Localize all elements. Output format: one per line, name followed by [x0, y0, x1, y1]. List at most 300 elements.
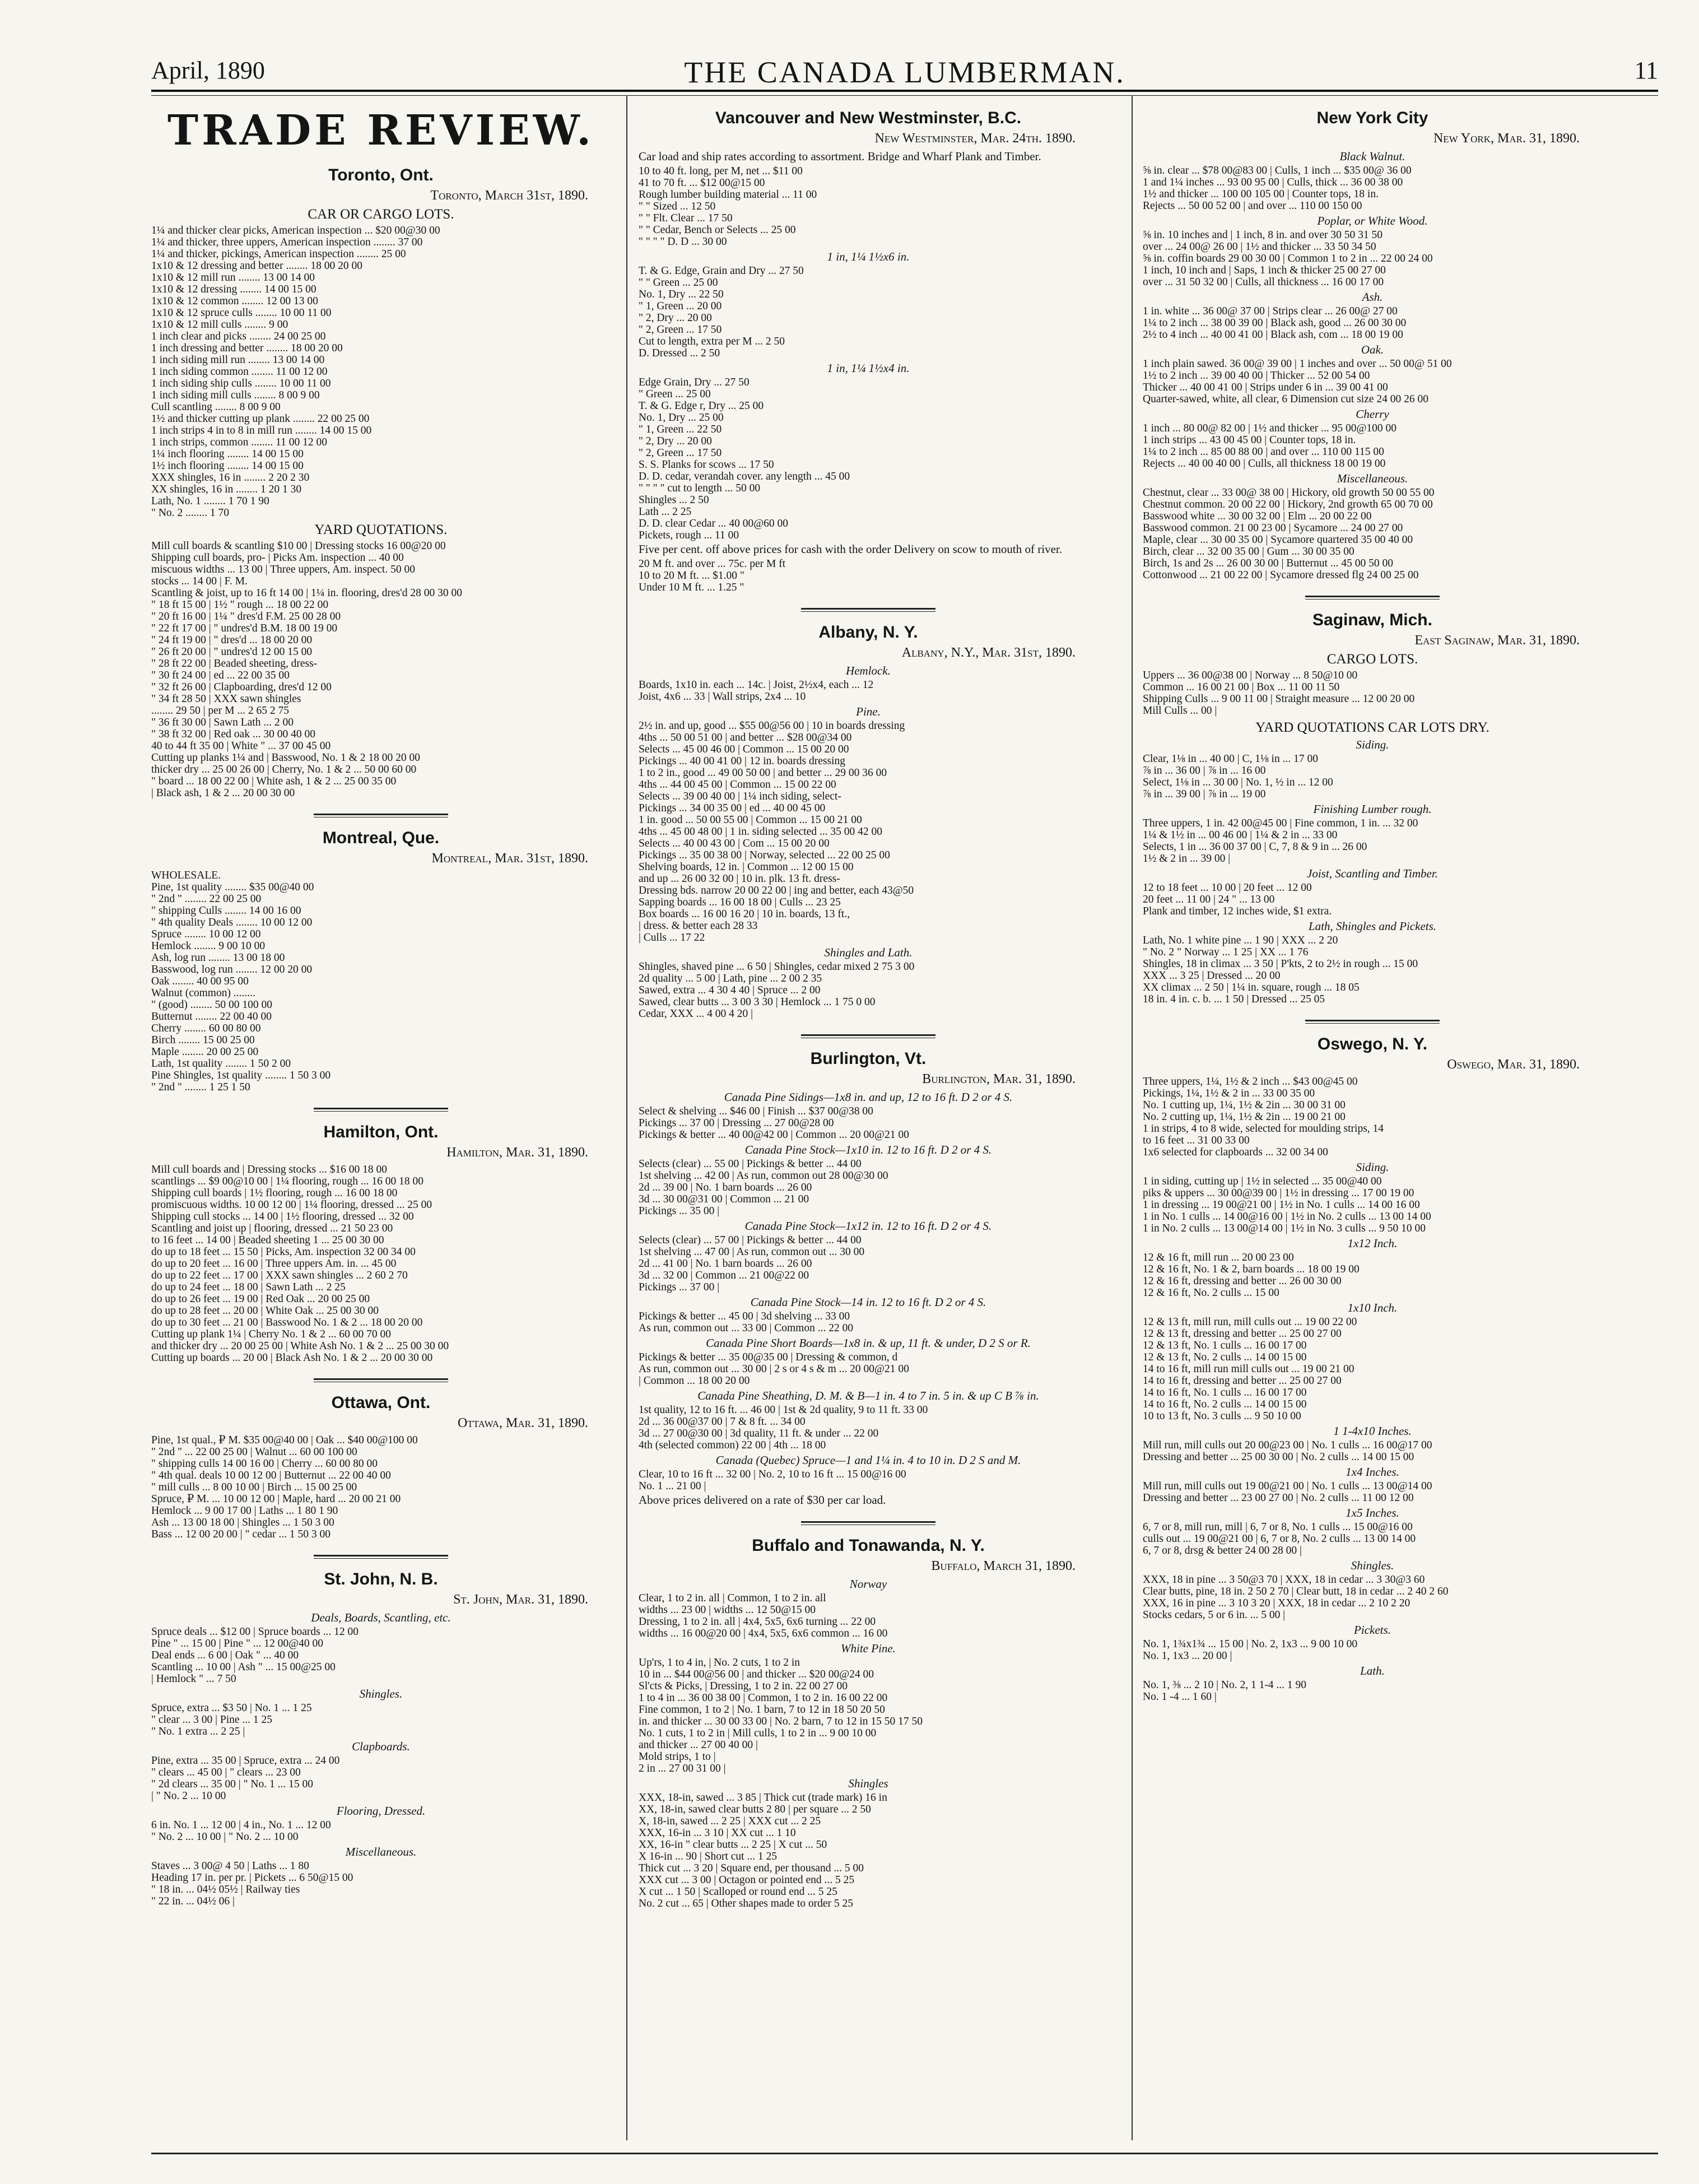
price-list: [639, 1792, 1098, 1909]
price-row: 1 to 2 in., good ... 49 00 50 00 | and better ... 29 00 36 00: [639, 767, 887, 779]
price-row: Shipping cull boards, pro- | Picks Am. inspection ... 40 00: [151, 552, 404, 564]
price-row: XXX, 16-in ... 3 10 | XX cut ... 1 10: [639, 1827, 796, 1839]
price-row: 1 inch dressing and better ........ 18 00 20 00: [151, 342, 343, 354]
price-row: 1 in No. 2 culls ... 13 00@14 00 | 1½ in No. 3 culls ... 9 50 10 00: [1143, 1223, 1426, 1234]
category-heading: Pine.: [856, 705, 881, 718]
market-section: [1143, 109, 1602, 581]
price-row: and up ... 26 00 32 00 | 10 in. plk. 13 ft. dress-: [639, 873, 840, 885]
price-row: " 2nd " ........ 22 00 25 00: [151, 893, 262, 905]
category-heading: 1x4 Inches.: [1346, 1465, 1399, 1479]
price-row: Shipping cull stocks ... 14 00 | 1½ flooring, dressed ... 32 00: [151, 1211, 414, 1223]
price-list: [1143, 1439, 1602, 1463]
category-heading: Oak.: [1361, 343, 1384, 356]
category-heading: Canada Pine Stock—1x10 in. 12 to 16 ft. D 2 or 4 S.: [744, 1143, 992, 1156]
price-row: " 2d clears ... 35 00 | " No. 1 ... 15 00: [151, 1778, 313, 1790]
price-row: Dressing and better ... 25 00 30 00 | No. 2 culls ... 14 00 15 00: [1143, 1451, 1414, 1463]
price-row: Spruce ........ 10 00 12 00: [151, 928, 261, 940]
price-row: " " Green ... 25 00: [639, 277, 718, 289]
price-row: 1 inch siding ship culls ........ 10 00 11 00: [151, 378, 331, 389]
price-list: [151, 1755, 611, 1802]
price-row: to 16 feet ... 14 00 | Beaded sheeting 1 ... 25 00 30 00: [151, 1234, 384, 1246]
category-heading: Canada Pine Sidings—1x8 in. and up, 12 to 16 ft. D 2 or 4 S.: [724, 1090, 1013, 1104]
price-row: 10 to 40 ft. long, per M, net ... $11 00: [639, 165, 803, 177]
price-row: " " Sized ... 12 50: [639, 201, 716, 212]
price-list: [639, 558, 1098, 593]
category-heading: Siding.: [1356, 738, 1389, 751]
market-heading: Burlington, Vt.: [810, 1049, 927, 1068]
trade-review-title: TRADE REVIEW.: [167, 106, 594, 155]
category-heading: 1 in, 1¼ 1½x4 in.: [827, 361, 910, 375]
price-row: do up to 26 feet ... 19 00 | Red Oak ... 20 00 25 00: [151, 1293, 370, 1305]
price-list: [1143, 882, 1602, 917]
price-row: No. 2 cut ... 65 | Other shapes made to order 5 25: [639, 1898, 853, 1909]
price-row: No. 1, Dry ... 22 50: [639, 289, 724, 300]
category-heading: Canada (Quebec) Spruce—1 and 1¼ in. 4 to 10 in. D 2 S and M.: [715, 1453, 1021, 1467]
column-divider: [626, 95, 627, 2140]
price-row: Under 10 M ft. ... 1.25 ": [639, 582, 744, 593]
price-row: 1x10 & 12 dressing and better ........ 18 00 20 00: [151, 260, 362, 272]
price-row: Cedar, XXX ... 4 00 4 20 |: [639, 1008, 753, 1020]
price-row: " 4th quality Deals ........ 10 00 12 00: [151, 917, 313, 928]
price-row: " 18 ft 15 00 | 1½ " rough ... 18 00 22 00: [151, 599, 329, 611]
masthead: [151, 56, 1658, 90]
price-row: X 16-in ... 90 | Short cut ... 1 25: [639, 1851, 778, 1862]
price-row: 12 & 13 ft, mill run, mill culls out ... 19 00 22 00: [1143, 1316, 1357, 1328]
market-section: [1143, 596, 1602, 1005]
price-list: [639, 1105, 1098, 1141]
price-row: 1 in siding, cutting up | 1½ in selected ... 35 00@40 00: [1143, 1175, 1382, 1187]
price-row: " 22 in. ... 04½ 06 |: [151, 1895, 235, 1907]
price-row: Shelving boards, 12 in. | Common ... 12 00 15 00: [639, 861, 854, 873]
price-row: 1 inch siding common ........ 11 00 12 00: [151, 366, 328, 378]
price-row: stocks ... 14 00 | F. M.: [151, 575, 248, 587]
price-row: Mill run, mill culls out 20 00@23 00 | No. 1 culls ... 16 00@17 00: [1143, 1439, 1432, 1451]
price-row: " clear ... 3 00 | Pine ... 1 25: [151, 1714, 273, 1726]
price-row: Spruce, extra ... $3 50 | No. 1 ... 1 25: [151, 1702, 312, 1714]
price-list: [151, 870, 611, 1093]
price-row: Thicker ... 40 00 41 00 | Strips under 6 in ... 39 00 41 00: [1143, 382, 1388, 393]
price-row: Oak ........ 40 00 95 00: [151, 975, 249, 987]
price-row: 20 M ft. and over ... 75c. per M ft: [639, 558, 786, 570]
price-row: XXX shingles, 16 in ........ 2 20 2 30: [151, 472, 310, 484]
price-row: 1¼ & 1½ in ... 00 46 00 | 1¼ & 2 in ... 33 00: [1143, 829, 1338, 841]
market-dateline: Toronto, March 31st, 1890.: [430, 188, 588, 203]
price-list: [639, 1158, 1098, 1217]
price-row: 14 to 16 ft, dressing and better ... 25 00 27 00: [1143, 1375, 1342, 1387]
market-dateline: New Westminster, Mar. 24th. 1890.: [874, 131, 1076, 146]
price-row: 10 in ... $44 00@56 00 | and thicker ... $20 00@24 00: [639, 1669, 874, 1680]
price-row: 12 & 13 ft, No. 1 culls ... 16 00 17 00: [1143, 1340, 1307, 1351]
price-row: Edge Grain, Dry ... 27 50: [639, 377, 750, 388]
price-row: " No. 2 ........ 1 70: [151, 507, 230, 519]
section-separator: [801, 1034, 935, 1038]
price-row: Shingles, shaved pine ... 6 50 | Shingles, cedar mixed 2 75 3 00: [639, 961, 915, 973]
market-section: [639, 1034, 1098, 1507]
price-row: Dressing bds. narrow 20 00 22 00 | ing and better, each 43@50: [639, 885, 914, 896]
price-list: [1143, 1521, 1602, 1556]
price-row: 1 in. white ... 36 00@ 37 00 | Strips clear ... 26 00@ 27 00: [1143, 305, 1398, 317]
price-row: No. 1 -4 ... 1 60 |: [1143, 1691, 1217, 1703]
price-list: [1143, 935, 1602, 1005]
market-dateline: Oswego, Mar. 31, 1890.: [1447, 1057, 1580, 1072]
price-row: Shipping cull boards | 1½ flooring, rough ... 16 00 18 00: [151, 1187, 398, 1199]
price-row: 1½ and thicker ... 100 00 105 00 | Counter tops, 18 in.: [1143, 188, 1379, 200]
price-row: " 24 ft 19 00 | " dres'd ... 18 00 20 00: [151, 634, 313, 646]
category-heading: Flooring, Dressed.: [336, 1804, 426, 1818]
category-heading: 1x10 Inch.: [1347, 1301, 1398, 1314]
price-list: [151, 225, 611, 519]
price-row: | Black ash, 1 & 2 ... 20 00 30 00: [151, 787, 295, 799]
price-row: 1 inch clear and picks ........ 24 00 25 00: [151, 331, 326, 342]
price-row: 1 and 1¼ inches ... 93 00 95 00 | Culls, thick ... 36 00 38 00: [1143, 176, 1403, 188]
market-dateline: New York, Mar. 31, 1890.: [1433, 131, 1580, 146]
price-row: " 1, Green ... 22 50: [639, 424, 722, 435]
price-row: 1x10 & 12 common ........ 12 00 13 00: [151, 295, 318, 307]
price-list: [1143, 422, 1602, 470]
market-section: [151, 166, 611, 799]
price-row: 2½ in. and up, good ... $55 00@56 00 | 10 in boards dressing: [639, 720, 905, 732]
price-row: No. 1 cutting up, 1¼, 1½ & 2in ... 30 00 31 00: [1143, 1099, 1346, 1111]
price-row: Birch ........ 15 00 25 00: [151, 1034, 255, 1046]
price-row: 1x10 & 12 mill run ........ 13 00 14 00: [151, 272, 315, 284]
price-row: 1x6 selected for clapboards ... 32 00 34 00: [1143, 1146, 1328, 1158]
price-row: 1½ & 2 in ... 39 00 |: [1143, 853, 1231, 865]
price-row: Three uppers, 1¼, 1½ & 2 inch ... $43 00@45 00: [1143, 1076, 1358, 1088]
section-separator: [314, 1108, 448, 1112]
price-row: 2d quality ... 5 00 | Lath, pine ... 2 00 2 35: [639, 973, 822, 984]
price-row: T. & G. Edge r, Dry ... 25 00: [639, 400, 764, 412]
price-row: " " Cedar, Bench or Selects ... 25 00: [639, 224, 796, 236]
market-heading: Vancouver and New Westminster, B.C.: [715, 109, 1022, 127]
price-row: 2d ... 41 00 | No. 1 barn boards ... 26 00: [639, 1258, 812, 1270]
price-row: 12 & 16 ft, mill run ... 20 00 23 00: [1143, 1252, 1294, 1263]
price-row: No. 1, Dry ... 25 00: [639, 412, 724, 424]
price-row: 1 inch strips, common ........ 11 00 12 00: [151, 436, 327, 448]
price-row: 1 in. good ... 50 00 55 00 | Common ... 15 00 21 00: [639, 814, 862, 826]
price-row: Heading 17 in. per pr. | Pickets ... 6 50@15 00: [151, 1872, 353, 1884]
price-row: Pickings ... 37 00 | Dressing ... 27 00@28 00: [639, 1117, 834, 1129]
price-row: Sawed, extra ... 4 30 4 40 | Spruce ... 2 00: [639, 984, 821, 996]
price-row: Birch, clear ... 32 00 35 00 | Gum ... 30 00 35 00: [1143, 546, 1354, 557]
price-row: XX, 18-in, sawed clear butts 2 80 | per square ... 2 50: [639, 1804, 871, 1815]
price-row: Mill cull boards & scantling $10 00 | Dressing stocks 16 00@20 00: [151, 540, 446, 552]
price-row: Maple, clear ... 30 00 35 00 | Sycamore quartered 35 00 40 00: [1143, 534, 1413, 546]
category-heading: Shingles.: [359, 1687, 403, 1700]
price-row: " 22 ft 17 00 | " undres'd B.M. 18 00 19 00: [151, 622, 338, 634]
publication-title: THE CANADA LUMBERMAN.: [684, 55, 1125, 89]
price-row: and thicker dry ... 20 00 25 00 | White Ash No. 1 & 2 ... 25 00 30 00: [151, 1340, 449, 1352]
sub-heading: YARD QUOTATIONS.: [314, 522, 448, 537]
price-row: 2d ... 36 00@37 00 | 7 & 8 ft. ... 34 00: [639, 1416, 806, 1428]
category-heading: Poplar, or White Wood.: [1317, 214, 1428, 227]
price-list: [151, 1164, 611, 1364]
price-row: Fine common, 1 to 2 | No. 1 barn, 7 to 12 in 18 50 20 50: [639, 1704, 885, 1716]
price-list: [1143, 1574, 1602, 1621]
price-row: 40 to 44 ft 35 00 | White " ... 37 00 45 00: [151, 740, 331, 752]
price-row: X cut ... 1 50 | Scalloped or round end ... 5 25: [639, 1886, 837, 1898]
price-row: Ash ... 13 00 18 00 | Shingles ... 1 50 3 00: [151, 1517, 334, 1528]
price-row: 2 in ... 27 00 31 00 |: [639, 1763, 726, 1774]
price-row: ⅞ in ... 39 00 | ⅞ in ... 19 00: [1143, 788, 1266, 800]
price-row: 1½ inch flooring ........ 14 00 15 00: [151, 460, 304, 472]
price-row: Hemlock ........ 9 00 10 00: [151, 940, 266, 952]
price-row: Selects ... 39 00 40 00 | 1¼ inch siding, select-: [639, 791, 841, 802]
price-row: 1 in dressing ... 19 00@21 00 | 1½ in No. 1 culls ... 14 00 16 00: [1143, 1199, 1420, 1211]
price-row: | Culls ... 17 22: [639, 932, 705, 944]
market-dateline: Montreal, Mar. 31st, 1890.: [431, 851, 588, 866]
price-row: As run, common out ... 33 00 | Common ... 22 00: [639, 1322, 854, 1334]
price-row: " " Flt. Clear ... 17 50: [639, 212, 733, 224]
price-row: 6, 7 or 8, drsg & better 24 00 28 00 |: [1143, 1545, 1302, 1556]
price-row: 12 & 16 ft, dressing and better ... 26 00 30 00: [1143, 1275, 1342, 1287]
market-heading: Hamilton, Ont.: [323, 1123, 439, 1141]
section-separator: [314, 1378, 448, 1382]
price-row: 3d ... 32 00 | Common ... 21 00@22 00: [639, 1270, 809, 1281]
price-row: 1 inch siding mill run ........ 13 00 14 00: [151, 354, 325, 366]
price-list: [151, 1860, 611, 1907]
price-row: Cull scantling ........ 8 00 9 00: [151, 401, 281, 413]
price-row: do up to 28 feet ... 20 00 | White Oak ... 25 00 30 00: [151, 1305, 379, 1317]
price-row: Shipping Culls ... 9 00 11 00 | Straight measure ... 12 00 20 00: [1143, 693, 1415, 705]
category-heading: Shingles.: [1351, 1559, 1394, 1572]
category-heading: Shingles and Lath.: [824, 946, 913, 959]
price-row: Three uppers, 1 in. 42 00@45 00 | Fine common, 1 in. ... 32 00: [1143, 817, 1418, 829]
price-row: " (good) ........ 50 00 100 00: [151, 999, 272, 1011]
price-row: in. and thicker ... 30 00 33 00 | No. 2 barn, 7 to 12 in 15 50 17 50: [639, 1716, 923, 1727]
category-heading: 1 1-4x10 Inches.: [1333, 1424, 1412, 1438]
price-row: Rejects ... 50 00 52 00 | and over ... 110 00 150 00: [1143, 200, 1362, 212]
price-row: " 2, Dry ... 20 00: [639, 312, 712, 324]
price-row: Clear, 1⅛ in ... 40 00 | C, 1⅛ in ... 17 00: [1143, 753, 1318, 765]
issue-date: April, 1890: [151, 57, 265, 84]
price-row: Lath, No. 1 ........ 1 70 1 90: [151, 495, 269, 507]
price-row: 1¼ inch flooring ........ 14 00 15 00: [151, 448, 304, 460]
price-row: 2d ... 39 00 | No. 1 barn boards ... 26 00: [639, 1182, 812, 1193]
market-section: [151, 106, 611, 155]
price-row: 14 to 16 ft, mill run mill culls out ... 19 00 21 00: [1143, 1363, 1354, 1375]
price-row: do up to 22 feet ... 17 00 | XXX sawn shingles ... 2 60 2 70: [151, 1270, 408, 1281]
price-row: Pickings & better ... 45 00 | 3d shelving ... 33 00: [639, 1311, 850, 1322]
price-row: Basswood white ... 30 00 32 00 | Elm ... 20 00 22 00: [1143, 510, 1372, 522]
price-row: 12 to 18 feet ... 10 00 | 20 feet ... 12 00: [1143, 882, 1312, 894]
price-row: " 2nd " ... 22 00 25 00 | Walnut ... 60 00 100 00: [151, 1446, 357, 1458]
price-row: 1½ to 2 inch ... 39 00 40 00 | Thicker ... 52 00 54 00: [1143, 370, 1370, 382]
price-row: " No. 2 ... 10 00 | " No. 2 ... 10 00: [151, 1831, 299, 1843]
price-row: Pickings ... 40 00 41 00 | 12 in. boards dressing: [639, 755, 845, 767]
market-section: [639, 109, 1098, 593]
price-row: | " No. 2 ... 10 00: [151, 1790, 226, 1802]
market-section: [639, 1521, 1098, 1909]
category-heading: Finishing Lumber rough.: [1313, 802, 1432, 816]
price-list: [1143, 1316, 1602, 1422]
price-row: Sapping boards ... 16 00 18 00 | Culls ... 23 25: [639, 896, 841, 908]
price-row: 4th (selected common) 22 00 | 4th ... 18 00: [639, 1439, 826, 1451]
price-row: Selects ... 40 00 43 00 | Com ... 15 00 20 00: [639, 838, 830, 849]
price-row: Sl'cts & Picks, | Dressing, 1 to 2 in. 22 00 27 00: [639, 1680, 848, 1692]
price-row: " 30 ft 24 00 | ed ... 22 00 35 00: [151, 670, 290, 681]
market-heading: Saginaw, Mich.: [1312, 611, 1432, 629]
price-row: Selects, 1 in ... 36 00 37 00 | C, 7, 8 & 9 in ... 26 00: [1143, 841, 1367, 853]
price-row: 4ths ... 44 00 45 00 | Common ... 15 00 22 00: [639, 779, 836, 791]
price-row: 14 to 16 ft, No. 1 culls ... 16 00 17 00: [1143, 1387, 1307, 1398]
market-section: [151, 1378, 611, 1540]
price-row: | dress. & better each 28 33: [639, 920, 758, 932]
price-row: Cutting up boards ... 20 00 | Black Ash No. 1 & 2 ... 20 00 30 00: [151, 1352, 433, 1364]
section-separator: [1305, 596, 1440, 600]
price-row: Uppers ... 36 00@38 00 | Norway ... 8 50@10 00: [1143, 670, 1358, 681]
category-heading: Canada Pine Short Boards—1x8 in. & up, 11 ft. & under, D 2 S or R.: [706, 1336, 1031, 1350]
price-row: 1st shelving ... 47 00 | As run, common out ... 30 00: [639, 1246, 865, 1258]
category-heading: Canada Pine Stock—1x12 in. 12 to 16 ft. D 2 or 4 S.: [744, 1219, 992, 1233]
price-list: [1143, 1638, 1602, 1662]
price-row: T. & G. Edge, Grain and Dry ... 27 50: [639, 265, 804, 277]
price-list: [1143, 1076, 1602, 1158]
price-row: Scantling & joist, up to 16 ft 14 00 | 1¼ in. flooring, dres'd 28 00 30 00: [151, 587, 463, 599]
price-row: Maple ........ 20 00 25 00: [151, 1046, 259, 1058]
price-row: Chestnut, clear ... 33 00@ 38 00 | Hickory, old growth 50 00 55 00: [1143, 487, 1435, 499]
price-row: " mill culls ... 8 00 10 00 | Birch ... 15 00 25 00: [151, 1481, 357, 1493]
bottom-rule: [151, 2153, 1658, 2154]
price-row: D. D. cedar, verandah cover. any length ... 45 00: [639, 471, 850, 482]
price-row: Pickings & better ... 35 00@35 00 | Dressing & common, d: [639, 1351, 898, 1363]
price-row: 1st quality, 12 to 16 ft. ... 46 00 | 1st & 2d quality, 9 to 11 ft. 33 00: [639, 1404, 928, 1416]
price-row: scantlings ... $9 00@10 00 | 1¼ flooring, rough ... 16 00 18 00: [151, 1175, 424, 1187]
market-heading: St. John, N. B.: [324, 1570, 438, 1588]
price-row: Dressing, 1 to 2 in. all | 4x4, 5x5, 6x6 turning ... 22 00: [639, 1616, 876, 1628]
price-list: [151, 1702, 611, 1737]
price-list: [1143, 753, 1602, 800]
price-row: Joist, 4x6 ... 33 | Wall strips, 2x4 ... 10: [639, 691, 806, 703]
price-row: over ... 24 00@ 26 00 | 1½ and thicker ... 33 50 34 50: [1143, 241, 1376, 253]
price-row: As run, common out ... 30 00 | 2 s or 4 s & m ... 20 00@21 00: [639, 1363, 909, 1375]
price-list: [1143, 305, 1602, 341]
price-row: 1 in No. 1 culls ... 14 00@16 00 | 1½ in No. 2 culls ... 13 00 14 00: [1143, 1211, 1431, 1223]
market-note: Above prices delivered on a rate of $30 per car load.: [639, 1493, 886, 1507]
price-row: D. D. clear Cedar ... 40 00@60 00: [639, 518, 789, 529]
category-heading: Pickets.: [1354, 1623, 1391, 1637]
price-row: Cherry ........ 60 00 80 00: [151, 1023, 261, 1034]
section-separator: [314, 814, 448, 817]
price-row: Stocks cedars, 5 or 6 in. ... 5 00 |: [1143, 1609, 1286, 1621]
price-row: 4ths ... 45 00 48 00 | 1 in. siding selected ... 35 00 42 00: [639, 826, 883, 838]
market-dateline: Albany, N.Y., Mar. 31st, 1890.: [901, 645, 1076, 660]
price-row: Quarter-sawed, white, all clear, 6 Dimension cut size 24 00 26 00: [1143, 393, 1429, 405]
price-list: [1143, 1175, 1602, 1234]
price-row: 2½ to 4 inch ... 40 00 41 00 | Black ash, com ... 18 00 19 00: [1143, 329, 1403, 341]
price-row: Cut to length, extra per M ... 2 50: [639, 336, 785, 347]
price-row: 1x10 & 12 dressing ........ 14 00 15 00: [151, 284, 316, 295]
market-dateline: Burlington, Mar. 31, 1890.: [922, 1072, 1076, 1086]
price-list: [1143, 1480, 1602, 1504]
price-list: [639, 377, 1098, 541]
market-heading: New York City: [1316, 109, 1428, 127]
price-row: Selects ... 45 00 46 00 | Common ... 15 00 20 00: [639, 744, 849, 755]
market-section: [1143, 1020, 1602, 1703]
price-row: Lath, 1st quality ........ 1 50 2 00: [151, 1058, 291, 1070]
category-heading: Deals, Boards, Scantling, etc.: [311, 1611, 451, 1624]
price-row: " shipping culls 14 00 16 00 | Cherry ... 60 00 80 00: [151, 1458, 378, 1470]
price-row: widths ... 16 00@20 00 | 4x4, 5x5, 6x6 common ... 16 00: [639, 1628, 888, 1639]
price-row: Spruce deals ... $12 00 | Spruce boards ... 12 00: [151, 1626, 359, 1638]
price-row: Deal ends ... 6 00 | Oak " ... 40 00: [151, 1649, 299, 1661]
column-divider: [1132, 95, 1133, 2140]
sub-heading: CARGO LOTS.: [1326, 652, 1418, 667]
price-row: XXX cut ... 3 00 | Octagon or pointed end ... 5 25: [639, 1874, 855, 1886]
price-row: Cottonwood ... 21 00 22 00 | Sycamore dressed flg 24 00 25 00: [1143, 569, 1419, 581]
price-row: " " " " cut to length ... 50 00: [639, 482, 761, 494]
price-row: Pickings ... 35 00 |: [639, 1205, 720, 1217]
price-row: 41 to 70 ft. ... $12 00@15 00: [639, 177, 765, 189]
price-row: Select & shelving ... $46 00 | Finish ... $37 00@38 00: [639, 1105, 873, 1117]
market-dateline: Buffalo, March 31, 1890.: [931, 1559, 1076, 1573]
price-row: " 1, Green ... 20 00: [639, 300, 722, 312]
price-row: 1x10 & 12 mill culls ........ 9 00: [151, 319, 288, 331]
price-row: Lath, No. 1 white pine ... 1 90 | XXX ... 2 20: [1143, 935, 1338, 946]
price-row: 3d ... 30 00@31 00 | Common ... 21 00: [639, 1193, 809, 1205]
market-section: [151, 1555, 611, 1907]
price-list: [639, 1234, 1098, 1293]
price-row: 1¼ and thicker, three uppers, American inspection ........ 37 00: [151, 236, 423, 248]
price-row: " board ... 18 00 22 00 | White ash, 1 & 2 ... 25 00 35 00: [151, 775, 397, 787]
section-separator: [801, 608, 935, 612]
price-row: " shipping Culls ........ 14 00 16 00: [151, 905, 301, 917]
price-row: " 2, Green ... 17 50: [639, 324, 722, 336]
category-heading: Miscellaneous.: [1337, 472, 1408, 485]
price-row: S. S. Planks for scows ... 17 50: [639, 459, 774, 471]
price-row: 1 inch, 10 inch and | Saps, 1 inch & thicker 25 00 27 00: [1143, 264, 1386, 276]
price-row: Pine, extra ... 35 00 | Spruce, extra ... 24 00: [151, 1755, 340, 1767]
price-row: Pickings, 1¼, 1½ & 2 in ... 33 00 35 00: [1143, 1088, 1315, 1099]
price-row: 1x10 & 12 spruce culls ........ 10 00 11 00: [151, 307, 332, 319]
price-row: Selects (clear) ... 55 00 | Pickings & better ... 44 00: [639, 1158, 862, 1170]
price-row: 6 in. No. 1 ... 12 00 | 4 in., No. 1 ... 12 00: [151, 1819, 331, 1831]
price-row: Pine Shingles, 1st quality ........ 1 50 3 00: [151, 1070, 331, 1081]
market-note: Car load and ship rates according to assortment. Bridge and Wharf Plank and Timber.: [639, 150, 1041, 163]
price-row: Cutting up planks 1¼ and | Basswood, No. 1 & 2 18 00 20 00: [151, 752, 421, 764]
price-row: Basswood, log run ........ 12 00 20 00: [151, 964, 313, 975]
market-dateline: Hamilton, Mar. 31, 1890.: [446, 1145, 588, 1160]
market-note: Five per cent. off above prices for cash with the order Delivery on scow to mouth of river.: [639, 542, 1062, 556]
price-list: [639, 265, 1098, 359]
price-row: Thick cut ... 3 20 | Square end, per thousand ... 5 00: [639, 1862, 864, 1874]
price-row: 18 in. 4 in. c. b. ... 1 50 | Dressed ... 25 05: [1143, 993, 1325, 1005]
price-row: ⅝ in. 10 inches and | 1 inch, 8 in. and over 30 50 31 50: [1143, 229, 1383, 241]
price-row: XXX, 18-in, sawed ... 3 85 | Thick cut (trade mark) 16 in: [639, 1792, 887, 1804]
price-list: [639, 679, 1098, 703]
price-row: Clear, 10 to 16 ft ... 32 00 | No. 2, 10 to 16 ft ... 15 00@16 00: [639, 1469, 906, 1480]
price-row: 3d ... 27 00@30 00 | 3d quality, 11 ft. & under ... 22 00: [639, 1428, 879, 1439]
price-row: " Green ... 25 00: [639, 388, 711, 400]
market-section: [151, 814, 611, 1093]
price-row: 1 to 4 in ... 36 00 38 00 | Common, 1 to 2 in. 16 00 22 00: [639, 1692, 888, 1704]
price-row: WHOLESALE.: [151, 870, 221, 881]
price-row: piks & uppers ... 30 00@39 00 | 1½ in dressing ... 17 00 19 00: [1143, 1187, 1414, 1199]
price-list: [639, 1311, 1098, 1334]
price-list: [639, 1469, 1098, 1492]
category-heading: Lath.: [1360, 1664, 1385, 1678]
price-row: 12 & 13 ft, No. 2 culls ... 14 00 15 00: [1143, 1351, 1307, 1363]
price-list: [639, 1657, 1098, 1774]
price-row: 14 to 16 ft, No. 2 culls ... 14 00 15 00: [1143, 1398, 1307, 1410]
price-row: | Common ... 18 00 20 00: [639, 1375, 750, 1387]
price-row: Lath ... 2 25: [639, 506, 692, 518]
price-row: 4ths ... 50 00 51 00 | and better ... $28 00@34 00: [639, 732, 852, 744]
price-list: [1143, 358, 1602, 405]
price-row: Chestnut common. 20 00 22 00 | Hickory, 2nd growth 65 00 70 00: [1143, 499, 1433, 510]
price-row: Spruce, ₽ M. ... 10 00 12 00 | Maple, hard ... 20 00 21 00: [151, 1493, 401, 1505]
price-row: Cutting up plank 1¼ | Cherry No. 1 & 2 ... 60 00 70 00: [151, 1328, 392, 1340]
price-row: and thicker ... 27 00 40 00 |: [639, 1739, 758, 1751]
